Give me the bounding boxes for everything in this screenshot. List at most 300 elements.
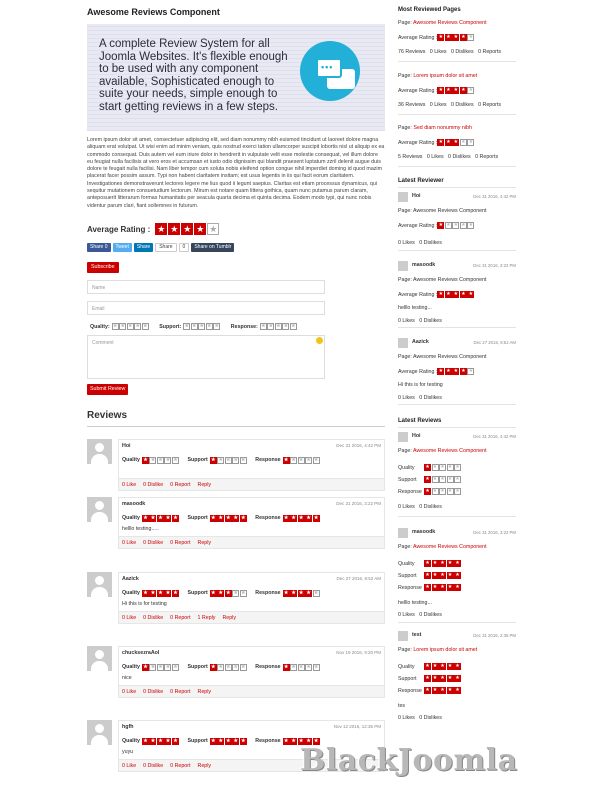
rating-response [255,457,320,464]
rating-support [187,457,247,464]
star-icon: ★ [440,675,445,681]
page-link[interactable]: Awesome Reviews Component [413,20,487,26]
star-icon: ★ [150,663,156,670]
star-icon: ★ [298,514,304,521]
review-text: helllo testing..... [122,526,159,532]
average-rating [87,223,220,235]
quality-stars [142,457,180,464]
response-label: Response [398,584,422,591]
star-icon: ★ [283,514,289,521]
star-icon: ★ [283,323,289,329]
reviewer-name: masoodk [412,529,436,535]
star-icon: ★ [447,476,453,482]
avatar [87,497,112,522]
star-icon: ★ [143,589,148,596]
average-rating-row [398,291,475,298]
star-icon: ★ [143,514,148,521]
star-icon: ★ [440,572,445,578]
response-stars [424,488,462,495]
star-icon: ★ [173,589,178,596]
star-icon: ★ [165,663,171,670]
rating-stars [437,34,475,41]
like-button[interactable]: 0 Like [122,540,137,546]
average-rating-label: Average Rating : [398,34,438,41]
star-icon: ★ [150,456,156,463]
star-icon: ★ [446,222,451,228]
avatar [87,572,112,597]
star-icon: ★ [233,514,239,521]
review-card [118,439,385,491]
star-icon: ★ [432,687,438,693]
most-reviewed-page [398,125,472,131]
star-icon: ★ [468,34,474,40]
star-icon: ★ [112,323,118,329]
response-label: Response [255,738,281,744]
support-label: Support [398,572,417,579]
star-icon: ★ [173,737,178,744]
review-date: Dec 31 2016, 4:42 PM [473,434,516,439]
star-icon: ★ [143,663,148,670]
star-icon: ★ [241,737,246,744]
review-ratings [119,661,384,673]
support-stars [210,738,248,745]
quality-label: Quality [122,738,140,744]
review-actions [119,478,384,490]
reviewer-name: Aazick [412,339,429,345]
facebook-share-button[interactable]: Share 0 [87,243,111,252]
like-button[interactable]: 0 Like [122,689,137,695]
quality-label: Quality [122,664,140,670]
rating-quality [122,590,179,597]
most-reviewed-heading: Most Reviewed Pages [398,7,461,13]
review-date: Dec 31 2016, 2:35 PM [473,633,516,638]
avatar [398,338,408,348]
reply-button[interactable]: Reply [197,482,212,488]
review-date: Dec 27 2016, 8:52 AM [473,340,516,345]
star-icon: ★ [211,514,216,521]
response-label: Response [255,590,281,596]
review-counts: 0 Likes 0 Dislikes [398,612,442,618]
description-text: Lorem ipsum dolor sit amet, consectetuer adipiscing elit, sed diam nonummy nibh euismod tincidunt ut laoreet dolore magna aliquam erat volutpat. Ut wisi enim ad minim veniam, quis nostrud exerci tation ullamcorper suscipit lobortis nisl ut aliquip ex ea commodo consequat. Duis autem vel eum iriure dolor in hendrerit in vulputate velit esse molestie consequat, vel illum dolore eu feugiat nulla facilisis at vero eros et accumsan et iusto odio dignissim qui blandit praesent luptatum zzril delenit augue duis dolore te feugait nulla facilisi. Nam liber tempor cum soluta nobis eleifend option congue nihil imperdiet doming id quod mazim placerat facer possim assum. Typi non habent claritatem insitam; est usus legentis in iis qui facit eorum claritatem. Investigationes demonstraverunt lectores legere me lius quod ii legunt saepius. Claritas est etiam processus dynamicus, qui sequitur mutationem consuetudium lectorum. Mirum est notare quam littera gothica, quam nunc putamus parum claram, anteposuerit litterarum formas humanitatis per seacula quarta decima et quinta decima. Eodem modo typi, qui nunc nobis videntur parum clari, fiant sollemnes in futurum. [87,137,385,209]
star-icon: ★ [306,663,311,670]
average-rating-stars [155,223,220,235]
star-icon: ★ [440,488,445,494]
page-title: Awesome Reviews Component [87,7,220,17]
star-icon: ★ [165,737,171,744]
emoji-icon[interactable] [316,337,323,344]
support-rating-input[interactable] [183,323,221,330]
average-rating-label: Average Rating : [398,291,438,298]
star-icon: ★ [298,663,304,670]
latest-review-item [398,432,516,522]
star-icon: ★ [142,323,148,329]
star-icon: ★ [143,737,148,744]
star-icon: ★ [209,223,218,234]
rating-stars [437,87,475,94]
review-page [398,448,487,454]
rating-support [398,675,462,682]
response-stars [424,687,462,694]
average-rating-label: Average Rating : [398,87,438,94]
name-input[interactable]: Name [87,280,325,294]
quality-label: Quality [398,560,415,567]
review-date: Dec 31 2016, 3:22 PM [473,263,516,268]
average-rating-row [398,34,475,41]
star-icon: ★ [283,737,289,744]
avatar [398,631,408,641]
star-icon: ★ [283,589,289,596]
star-icon: ★ [438,34,444,40]
page-stats: 36 Reviews 0 Likes 0 Dislikes 0 Reports [398,102,502,108]
star-icon: ★ [283,663,289,670]
star-icon: ★ [313,589,319,596]
divider [398,427,516,428]
divider [398,516,516,517]
star-icon: ★ [455,663,460,669]
star-icon: ★ [226,514,231,521]
reply-button[interactable]: Reply [222,615,237,621]
star-icon: ★ [440,560,445,566]
page-prefix: Page: [398,448,414,454]
review-page [398,544,487,550]
review-header [119,573,384,587]
review-card [118,497,385,549]
star-icon: ★ [211,737,216,744]
rating-support [398,476,462,483]
support-label: Support: [159,323,182,330]
star-icon: ★ [165,456,171,463]
support-stars [210,457,248,464]
review-counts: 0 Likes 0 Dislikes [398,504,442,510]
star-icon: ★ [306,456,311,463]
star-icon: ★ [455,464,460,470]
rating-quality [398,464,462,471]
comment-textarea[interactable]: Comment [87,335,325,379]
star-icon: ★ [468,87,474,93]
latest-review-item [398,528,516,618]
page-prefix: Page: [398,20,414,26]
page-prefix: Page: [398,73,414,79]
response-label: Response [398,687,422,694]
replies-link[interactable]: 1 Reply [197,615,216,621]
share-bar [87,243,236,252]
star-icon: ★ [468,291,474,297]
watermark-logo: BlackJoomla [300,743,518,778]
page-link[interactable]: Sed diam nonummy nibh [413,125,472,131]
star-icon: ★ [158,456,163,463]
review-page: Page: Awesome Reviews Component [398,208,487,214]
support-label: Support [398,675,417,682]
star-icon: ★ [438,368,444,374]
report-button[interactable]: 0 Report [170,615,191,621]
star-icon: ★ [432,663,438,669]
star-icon: ★ [461,139,466,145]
star-icon: ★ [453,222,459,228]
star-icon: ★ [461,368,466,374]
avatar [398,261,408,271]
avatar [398,528,408,538]
star-icon: ★ [143,456,148,463]
star-icon: ★ [165,589,171,596]
report-button[interactable]: 0 Report [170,763,191,769]
star-icon: ★ [440,584,445,590]
dislike-button[interactable]: 0 Dislike [143,763,164,769]
quality-stars [424,663,462,670]
star-icon: ★ [211,589,216,596]
star-icon: ★ [432,560,438,566]
star-icon: ★ [291,737,296,744]
report-button[interactable]: 0 Report [170,540,191,546]
star-icon: ★ [425,584,430,590]
avatar [87,720,112,745]
response-label: Response [255,664,281,670]
reply-button[interactable]: Reply [197,540,212,546]
avatar [87,646,112,671]
star-icon: ★ [432,476,438,482]
star-icon: ★ [211,456,216,463]
quality-stars [142,590,180,597]
star-icon: ★ [150,514,156,521]
divider [398,250,516,251]
quality-stars [142,515,180,522]
like-button[interactable]: 0 Like [122,482,137,488]
dislike-button[interactable]: 0 Dislike [143,615,164,621]
reviewer-name: Hoi [412,193,421,199]
star-icon: ★ [455,476,460,482]
linkedin-share-button[interactable]: Share [134,243,153,252]
star-icon: ★ [135,323,140,329]
star-icon: ★ [453,87,459,93]
star-icon: ★ [306,589,311,596]
banner [87,24,385,131]
reviewer-name: hgfh [122,724,134,730]
star-icon: ★ [455,560,460,566]
star-icon: ★ [218,456,224,463]
rating-response [398,687,462,694]
star-icon: ★ [261,323,266,329]
star-icon: ★ [453,291,459,297]
quality-label: Quality [398,663,415,670]
star-icon: ★ [150,589,156,596]
most-reviewed-page [398,20,487,26]
reviewer-name: chucksezraAol [122,650,160,656]
tumblr-share-button[interactable]: Share on Tumblr [191,243,234,252]
response-stars [283,457,321,464]
support-stars [424,476,462,483]
review-counts: 0 Likes 0 Dislikes [398,395,442,401]
review-text: helllo testing... [398,305,432,311]
star-icon: ★ [173,663,178,670]
response-label: Response [398,488,422,495]
reviewer-name: Aazick [122,576,139,582]
divider [398,114,516,115]
review-text: tes [398,703,406,709]
star-icon: ★ [447,687,453,693]
report-button[interactable]: 0 Report [170,689,191,695]
star-icon: ★ [425,488,430,494]
average-rating-row [398,139,475,146]
star-icon: ★ [313,514,319,521]
star-icon: ★ [455,687,460,693]
page-prefix: Page: [398,647,414,653]
rating-quality [398,663,462,670]
report-button[interactable]: 0 Report [170,482,191,488]
quality-rating-input[interactable] [112,323,150,330]
response-rating-input[interactable] [260,323,298,330]
support-stars [424,572,462,579]
star-icon: ★ [425,675,430,681]
reply-button[interactable]: Reply [197,689,212,695]
subscribe-button[interactable]: Subscribe [87,262,119,273]
divider [398,166,516,167]
star-icon: ★ [438,139,444,145]
quality-stars [424,560,462,567]
page-prefix: Page: [398,125,414,131]
star-icon: ★ [446,291,451,297]
star-icon: ★ [461,222,466,228]
star-icon: ★ [233,663,239,670]
star-icon: ★ [218,737,224,744]
avatar [87,439,112,464]
reply-button[interactable]: Reply [197,763,212,769]
review-page: Page: Awesome Reviews Component [398,277,487,283]
star-icon: ★ [313,456,319,463]
star-icon: ★ [306,514,311,521]
divider [398,61,516,62]
divider [87,426,385,427]
star-icon: ★ [446,34,451,40]
star-icon: ★ [218,514,224,521]
star-icon: ★ [440,663,445,669]
star-icon: ★ [313,663,319,670]
page-stats: 76 Reviews 0 Likes 0 Dislikes 0 Reports [398,49,502,55]
review-header [119,647,384,661]
latest-review-item [398,631,516,721]
quality-label: Quality: [90,323,110,330]
star-icon: ★ [184,323,190,329]
star-icon: ★ [241,589,246,596]
review-counts: 0 Likes 0 Dislikes [398,240,442,246]
rating-quality [398,560,462,567]
rating-stars [437,368,475,375]
star-icon: ★ [425,560,430,566]
reviewer-name: Hoi [412,433,421,439]
page-link[interactable]: Awesome Reviews Component [413,544,487,550]
star-icon: ★ [432,488,438,494]
review-counts: 0 Likes 0 Dislikes [398,715,442,721]
star-icon: ★ [425,663,430,669]
star-icon: ★ [241,663,246,670]
average-rating-row [398,87,475,94]
review-date: Dec 27 2016, 8:52 AM [336,576,381,581]
response-stars [283,515,321,522]
rating-support [398,572,462,579]
star-icon: ★ [150,737,156,744]
star-icon: ★ [173,456,178,463]
reviewer-name: masoodk [412,262,436,268]
rating-response [398,488,462,495]
star-icon: ★ [218,589,224,596]
latest-reviewer-item [398,261,516,324]
rating-stars [437,222,475,229]
star-icon: ★ [447,572,453,578]
response-label: Response: [230,323,258,330]
rating-support [187,515,247,522]
rating-quality [122,738,179,745]
dislike-button[interactable]: 0 Dislike [143,540,164,546]
quality-label: Quality [122,590,140,596]
star-icon: ★ [468,222,474,228]
star-icon: ★ [461,87,466,93]
star-icon: ★ [446,87,451,93]
review-card [118,646,385,698]
support-stars [210,515,248,522]
review-actions [119,536,384,548]
review-page [398,647,477,653]
star-icon: ★ [446,368,451,374]
star-icon: ★ [226,737,231,744]
average-rating-label: Average Rating : [398,368,438,375]
star-icon: ★ [218,663,224,670]
support-label: Support [187,664,208,670]
review-date: Dec 31 2016, 4:42 PM [336,443,381,448]
rating-response [255,590,320,597]
like-button[interactable]: 0 Like [122,763,137,769]
average-rating-label: Average Rating : [87,224,151,234]
star-icon: ★ [268,323,274,329]
like-button[interactable]: 0 Like [122,615,137,621]
page-link[interactable]: Lorem ipsum dolor sit amet [413,647,478,653]
tweet-button[interactable]: Tweet [113,243,132,252]
star-icon: ★ [233,456,239,463]
star-icon: ★ [291,456,296,463]
average-rating-label: Average Rating : [398,222,438,229]
rating-stars [437,139,475,146]
review-text: Hi this is for testing [122,601,167,607]
star-icon: ★ [226,663,231,670]
email-input[interactable]: Email [87,301,325,315]
quality-stars [142,738,180,745]
star-icon: ★ [453,139,459,145]
star-icon: ★ [440,687,445,693]
support-label: Support [398,476,417,483]
page-link[interactable]: Lorem ipsum dolor sit amet [413,73,478,79]
rating-response [255,515,320,522]
star-icon: ★ [455,675,460,681]
star-icon: ★ [241,514,246,521]
divider [398,404,516,405]
support-stars [210,590,248,597]
star-icon: ★ [199,323,205,329]
star-icon: ★ [214,323,220,329]
page-stats: 5 Reviews 0 Likes 0 Dislikes 0 Reports [398,154,499,160]
quality-label: Quality [122,515,140,521]
star-icon: ★ [440,464,445,470]
reviews-heading: Reviews [87,410,128,421]
star-icon: ★ [425,687,430,693]
submit-review-button[interactable]: Submit Review [87,384,128,395]
star-icon: ★ [226,456,231,463]
dislike-button[interactable]: 0 Dislike [143,689,164,695]
response-stars [424,584,462,591]
rating-stars [437,291,475,298]
page-link[interactable]: Awesome Reviews Component [413,448,487,454]
gplus-share-button[interactable]: Share [155,243,176,252]
dislike-button[interactable]: 0 Dislike [143,482,164,488]
star-icon: ★ [291,514,296,521]
star-icon: ★ [192,323,197,329]
star-icon: ★ [455,584,460,590]
